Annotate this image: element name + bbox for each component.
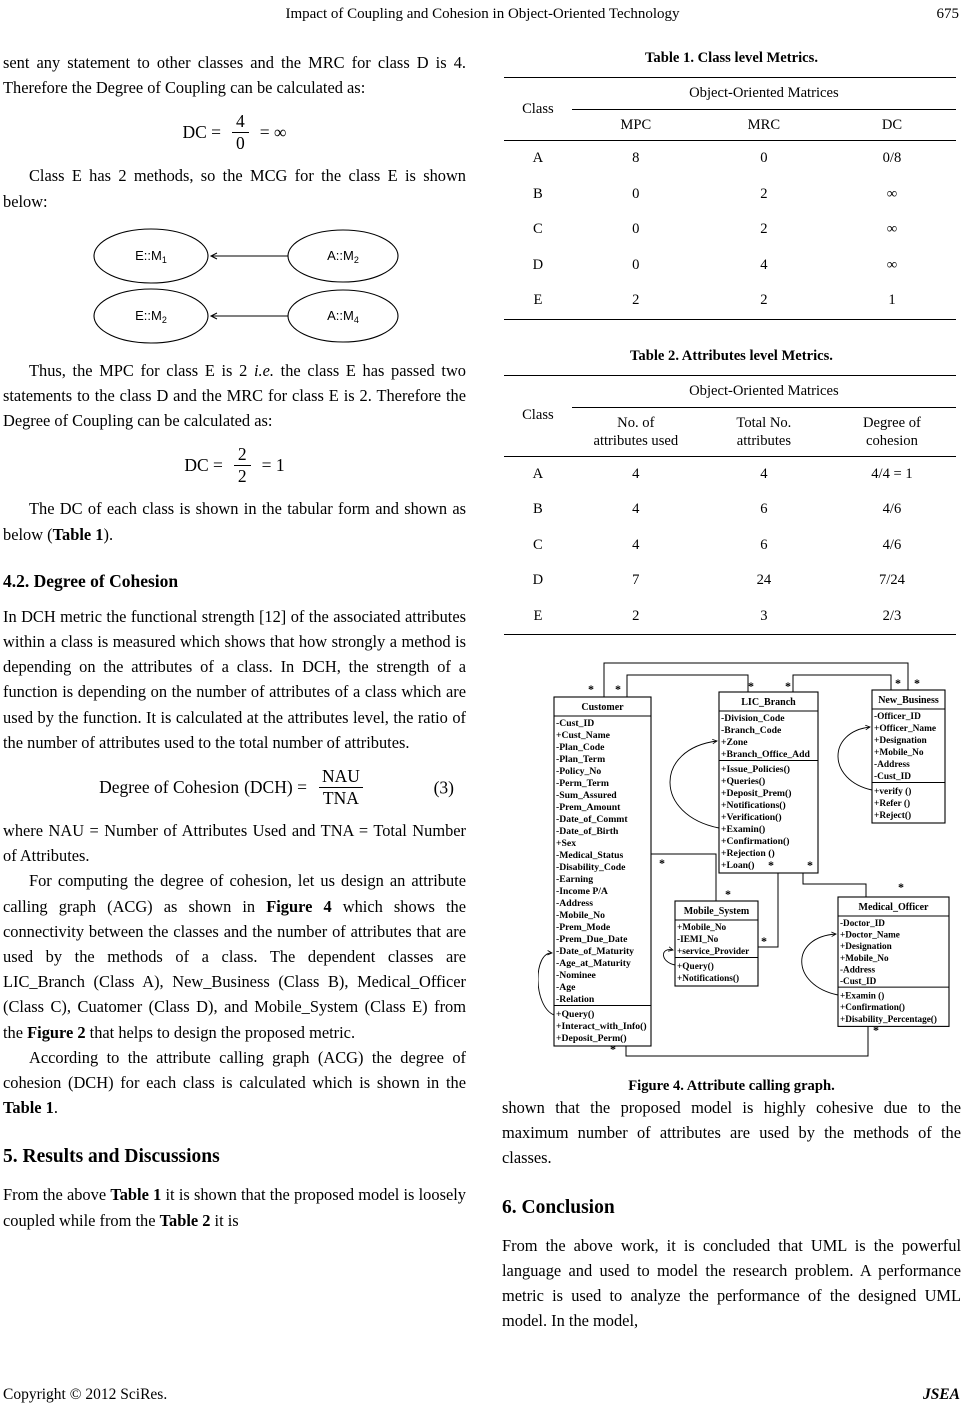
uml-attribute-label: -Address <box>874 760 910 770</box>
uml-attribute-label: -Cust_ID <box>840 976 877 986</box>
text-segment: According to the attribute calling graph (ACG) the degree of cohesion (DCH) for each class is calculated which is shown in the <box>3 1047 466 1093</box>
uml-attribute-label: -Perm_Term <box>556 778 609 789</box>
text-segment: Table 1 <box>3 1098 54 1118</box>
table-cell: 1 <box>888 292 896 308</box>
multiplicity-star: * <box>748 679 754 693</box>
multiplicity-star: * <box>873 1023 879 1037</box>
group-header: Object-Oriented Matrices <box>572 78 956 110</box>
table-row <box>504 212 956 248</box>
uml-attribute-label: -Mobile_No <box>556 910 605 921</box>
text-segment: In DCH metric the functional strength [12] of the associated attributes within a class is measured which shows that how strongly a method is depending on the attributes of a class. In DCH, the strength of a function is depending on the number of attributes of a class which are used by the function. It is calculated at the attributes level, the ratio of the number of attributes used to the total number of attributes. <box>3 606 466 752</box>
table-cell: C <box>533 221 543 237</box>
table-row <box>504 528 956 564</box>
uml-method-label: +Examin () <box>840 990 885 1001</box>
text-segment: Figure 4 <box>266 896 332 916</box>
uml-method-label: +Disability_Percentage() <box>840 1013 937 1024</box>
uml-attribute-call-arc <box>670 741 719 828</box>
numerator: 2 <box>237 444 247 465</box>
section-heading-4-2: 4.2. Degree of Cohesion <box>3 570 179 591</box>
uml-attribute-label: -Date_of_Birth <box>556 826 619 837</box>
multiplicity-star: * <box>615 682 621 696</box>
method-calling-graph-figure <box>49 224 449 350</box>
uml-attribute-label: +Designation <box>840 941 892 952</box>
column-header <box>828 407 956 456</box>
uml-attribute-label: +Officer_Name <box>874 724 937 734</box>
paragraph <box>3 163 466 213</box>
text-segment: where NAU = Number of Attributes Used and TNA = Total Number of Attributes. <box>3 821 466 866</box>
uml-method-label: +Issue_Policies() <box>721 764 791 775</box>
uml-attribute-label: -Medical_Status <box>556 850 624 861</box>
column-header-line: attributes <box>736 432 792 449</box>
uml-method-label: +Confirmation() <box>721 836 790 847</box>
uml-attribute-label: -Age_at_Maturity <box>556 958 631 969</box>
table-cell: 2 <box>632 292 640 308</box>
footer-journal: JSEA <box>922 1386 960 1403</box>
uml-method-label: +Query() <box>677 962 714 972</box>
uml-method-label: +Interact_with_Info() <box>556 1021 647 1032</box>
text-segment: ). <box>103 524 114 544</box>
table-row <box>504 563 956 599</box>
uml-attribute-label: +Doctor_Name <box>840 929 900 940</box>
equation-lhs: DC = <box>182 122 222 143</box>
column-header-line: cohesion <box>866 432 918 449</box>
multiplicity-star: * <box>610 1042 616 1056</box>
uml-attribute-call-arc <box>663 950 675 965</box>
table-cell: 2 <box>760 292 768 308</box>
page-number: 675 <box>936 6 959 22</box>
table-cell: 24 <box>756 572 772 588</box>
uml-attribute-label: +Designation <box>874 736 927 746</box>
running-title: Impact of Coupling and Cohesion in Object-Oriented Technology <box>285 6 680 22</box>
section-heading-5: 5. Results and Discussions <box>3 1146 220 1168</box>
table-cell: 6 <box>760 501 768 517</box>
table-cell: A <box>532 150 544 166</box>
uml-method-label: +Refer () <box>874 799 911 809</box>
left-column <box>3 50 466 1233</box>
uml-attribute-label: -IEMI_No <box>677 935 719 945</box>
uml-attribute-label: -Address <box>556 898 593 909</box>
column-header <box>700 110 828 141</box>
table-cell: ∞ <box>886 185 898 202</box>
uml-attribute-label: +Cust_Name <box>556 730 610 741</box>
uml-method-label: +Loan() <box>721 860 755 871</box>
column-header-line: MPC <box>620 117 652 133</box>
uml-attribute-label: -Policy_No <box>556 766 602 777</box>
table-cell: 7/24 <box>878 572 905 588</box>
numerator: 4 <box>236 111 245 132</box>
uml-attribute-label: -Date_of_Commt <box>556 814 628 825</box>
uml-attribute-label: +Branch_Office_Add <box>721 749 810 760</box>
multiplicity-star: * <box>807 858 813 872</box>
uml-association-line <box>803 873 866 897</box>
table-head <box>504 78 956 141</box>
denominator: TNA <box>319 787 363 809</box>
equation-dch <box>3 766 466 809</box>
table1-caption: Table 1. Class level Metrics. <box>645 50 818 66</box>
equation-rhs: = ∞ <box>259 122 287 143</box>
equation-lhs: (DCH) = <box>244 777 307 798</box>
text-segment: From the above <box>3 1185 111 1205</box>
uml-method-label: +Notifications() <box>721 800 786 811</box>
text-segment: sent any statement to other classes and the MRC for class D is 4. Therefore the Degree of Coupling can be calculated as: <box>3 53 466 98</box>
paragraph <box>3 868 466 1044</box>
uml-attribute-label: -Officer_ID <box>874 712 921 722</box>
uml-attribute-call-arc <box>838 727 872 790</box>
uml-attribute-label: +Mobile_No <box>840 952 889 963</box>
text-segment: Class E has 2 methods, so the MCG for the class E is shown below: <box>3 166 466 211</box>
text-segment: shown that the proposed model is highly cohesive due to the maximum number of attributes are used by the methods of the classes. <box>502 1098 961 1168</box>
table-cell: 4 <box>760 465 768 482</box>
column-header-line: DC <box>881 117 903 133</box>
uml-method-label: +Query() <box>556 1009 595 1020</box>
uml-class-name: Customer <box>581 702 624 713</box>
table-cell: B <box>533 185 543 202</box>
table-cell: 0 <box>632 256 640 273</box>
uml-method-label: +Rejection () <box>721 848 775 859</box>
group-header: Object-Oriented Matrices <box>572 375 956 407</box>
table-cell: 4/4 = 1 <box>871 465 913 482</box>
table-row <box>504 456 956 492</box>
uml-attribute-label: -Cust_ID <box>874 772 911 782</box>
uml-class-name: New_Business <box>878 695 939 706</box>
table-cell: 4 <box>632 501 640 517</box>
paragraph <box>3 818 466 868</box>
text-segment: that helps to design the proposed metric. <box>85 1022 356 1042</box>
equation-dc-infinity <box>3 111 466 154</box>
text-segment: it is shown that the proposed model is loosely coupled while from the <box>3 1185 466 1230</box>
table-cell: 2 <box>632 607 640 624</box>
paragraph <box>3 358 466 434</box>
text-segment: which shows the connectivity between the classes and the number of attributes that are used by the methods of a class. The dependent classes are LIC_Branch (Class A), New_Business (Class B), Medical_Officer (Class C), Cuatomer (Class D), and Mobile_System (Class E) from the <box>3 896 466 1042</box>
column-header <box>572 110 700 141</box>
column-header-line: No. of <box>617 414 655 431</box>
table-cell: ∞ <box>886 256 898 273</box>
paragraph <box>502 1095 961 1171</box>
uml-attribute-label: -Division_Code <box>721 713 785 724</box>
multiplicity-star: * <box>898 880 904 894</box>
uml-class-name: Medical_Officer <box>858 902 929 913</box>
paragraph <box>3 604 466 755</box>
uml-association-line <box>626 1026 868 1056</box>
text-segment: Thus, the MPC for class E is 2 <box>29 360 254 380</box>
paragraph <box>3 50 466 100</box>
uml-attribute-label: -Income P/A <box>556 886 608 897</box>
table-row <box>504 283 956 319</box>
uml-attribute-label: -Date_of_Maturity <box>556 946 635 957</box>
table-cell: 4/6 <box>882 536 902 553</box>
uml-attribute-label: -Age <box>556 982 576 993</box>
equation-lhs: DC = <box>184 455 223 476</box>
table-cell: ∞ <box>886 221 898 237</box>
column-header-line: MRC <box>747 117 781 133</box>
uml-class-name: Mobile_System <box>683 906 750 917</box>
multiplicity-star: * <box>895 676 901 690</box>
uml-attribute-label: -Branch_Code <box>721 725 782 736</box>
section-heading-6: 6. Conclusion <box>502 1196 615 1218</box>
text-segment: . <box>53 1098 58 1118</box>
uml-attribute-label: -Cust_ID <box>556 718 595 729</box>
denominator: 0 <box>232 132 249 154</box>
text-segment: From the above work, it is concluded that UML is the powerful language and used to model the research problem. A performance metric is used to analyze the performance of the designed UML model. In the model, <box>502 1235 961 1331</box>
equation-number: (3) <box>433 777 454 798</box>
table-row <box>504 177 956 213</box>
paragraph <box>502 1233 961 1334</box>
column-header <box>572 407 700 456</box>
mcg-node-label: $A::M_2$ <box>327 247 359 265</box>
paragraph <box>3 1182 466 1232</box>
column-header <box>700 407 828 456</box>
multiplicity-star: * <box>588 682 594 696</box>
table-cell: 7 <box>632 572 640 588</box>
column-header: Class <box>504 78 572 141</box>
text-segment: The DC of each class is shown in the tabular form and shown as below ( <box>3 499 466 544</box>
uml-method-label: +Queries() <box>721 776 766 787</box>
table-body <box>504 141 956 320</box>
text-segment: Table 1 <box>110 1185 162 1205</box>
multiplicity-star: * <box>768 858 774 872</box>
attribute-calling-graph-figure <box>538 657 963 1062</box>
text-segment: i.e. <box>253 360 274 380</box>
table-cell: 2 <box>760 185 768 202</box>
uml-class-name: LIC_Branch <box>741 697 796 708</box>
uml-attribute-label: -Address <box>840 964 876 975</box>
table-cell: 2 <box>760 221 768 237</box>
text-segment: Figure 2 <box>27 1022 86 1042</box>
multiplicity-star: * <box>761 934 767 948</box>
right-column <box>502 50 961 1333</box>
uml-method-label: +Reject() <box>874 811 912 821</box>
table-head <box>504 375 956 456</box>
figure4-caption: Figure 4. Attribute calling graph. <box>628 1078 835 1094</box>
table-cell: C <box>533 536 543 553</box>
uml-method-label: +Deposit_Prem() <box>721 788 792 799</box>
table-cell: 2/3 <box>882 607 902 624</box>
table-header-row <box>504 78 956 110</box>
paragraph <box>3 1045 466 1121</box>
text-segment: Table 1 <box>52 524 104 544</box>
table-cell: E <box>533 292 543 308</box>
uml-attribute-label: -Doctor_ID <box>840 918 885 928</box>
table-cell: A <box>532 465 544 482</box>
multiplicity-star: * <box>785 679 791 693</box>
fraction <box>318 766 364 809</box>
equation-rhs: = 1 <box>261 455 285 476</box>
table-cell: B <box>533 501 543 517</box>
uml-attribute-label: +Mobile_No <box>874 748 924 758</box>
uml-method-label: +Confirmation() <box>840 1002 905 1013</box>
uml-attribute-label: -Prem_Mode <box>556 922 611 933</box>
equation-label: Degree of Cohesion <box>99 777 240 798</box>
table-cell: 3 <box>760 607 768 624</box>
multiplicity-star: * <box>725 887 731 901</box>
table-cell: 0/8 <box>882 150 902 166</box>
uml-attribute-label: +service_Provider <box>677 947 750 957</box>
table-cell: D <box>532 256 544 273</box>
uml-attribute-label: -Prem_Amount <box>556 802 621 813</box>
uml-attribute-label: -Disability_Code <box>556 862 626 873</box>
uml-method-label: +verify () <box>874 787 912 797</box>
uml-attribute-call-arc <box>802 934 838 995</box>
footer-copyright: Copyright © 2012 SciRes. <box>3 1386 168 1403</box>
table2-caption: Table 2. Attributes level Metrics. <box>630 347 833 364</box>
fraction <box>232 111 249 154</box>
table-row <box>504 492 956 528</box>
uml-attribute-label: -Earning <box>556 874 594 885</box>
table-class-level-metrics <box>504 77 956 320</box>
mcg-node-label: $A::M_4$ <box>327 307 359 325</box>
uml-attribute-label: +Sex <box>556 838 577 849</box>
column-header: Class <box>504 375 572 456</box>
table-cell: 0 <box>760 150 768 166</box>
mcg-node-label: $E::M_2$ <box>135 307 167 325</box>
multiplicity-star: * <box>914 676 920 690</box>
table-cell: E <box>533 607 543 624</box>
text-segment: the class E has passed two statements to the class D and the MRC for class E is 2. Therefore the Degree of Coupling can be calculated as: <box>3 360 466 431</box>
uml-method-label: +Deposit_Perm() <box>556 1033 627 1044</box>
table-cell: 0 <box>632 221 640 237</box>
uml-method-label: +Verification() <box>721 812 782 823</box>
table-subheader-row <box>504 407 956 456</box>
uml-attribute-label: +Zone <box>721 737 748 748</box>
uml-attribute-call-arc <box>538 953 554 1015</box>
table-subheader-row <box>504 110 956 141</box>
table-attributes-level-metrics <box>504 375 956 636</box>
denominator: 2 <box>234 465 251 487</box>
uml-attribute-label: -Nominee <box>556 970 596 981</box>
uml-attribute-label: -Plan_Term <box>556 754 606 765</box>
table-cell: 0 <box>632 185 640 202</box>
column-header <box>828 110 956 141</box>
table-cell: 4 <box>760 256 768 273</box>
uml-method-label: +Examin() <box>721 824 766 835</box>
paragraph <box>3 496 466 546</box>
table-body <box>504 456 956 635</box>
page-header <box>0 6 965 23</box>
table-header-row <box>504 375 956 407</box>
uml-attribute-label: +Mobile_No <box>677 923 727 933</box>
table-row <box>504 248 956 284</box>
mcg-node-label: $E::M_1$ <box>135 247 167 265</box>
text-segment: it is <box>210 1210 239 1230</box>
uml-attribute-label: -Prem_Due_Date <box>556 934 628 945</box>
table-cell: 4/6 <box>882 501 902 517</box>
text-segment: Table 2 <box>159 1210 211 1230</box>
table-cell: 8 <box>632 150 640 166</box>
column-header-line: Degree of <box>862 414 921 431</box>
table-row <box>504 599 956 635</box>
equation-dc-one <box>3 444 466 487</box>
multiplicity-star: * <box>659 856 665 870</box>
uml-attribute-label: -Plan_Code <box>556 742 605 753</box>
table-cell: 4 <box>632 536 640 553</box>
table-cell: 6 <box>760 536 768 553</box>
numerator: NAU <box>321 766 360 787</box>
column-header-line: Total No. <box>736 414 792 431</box>
uml-attribute-label: -Relation <box>556 994 595 1005</box>
text-segment: For computing the degree of cohesion, let us design an attribute calling graph (ACG) as shown in <box>3 871 466 916</box>
fraction <box>234 444 251 487</box>
table-cell: 4 <box>632 465 640 482</box>
table-row <box>504 141 956 177</box>
uml-method-label: +Notifications() <box>677 974 740 984</box>
table-cell: D <box>532 572 544 588</box>
column-header-line: attributes used <box>593 432 679 449</box>
uml-attribute-label: -Sum_Assured <box>556 790 617 801</box>
